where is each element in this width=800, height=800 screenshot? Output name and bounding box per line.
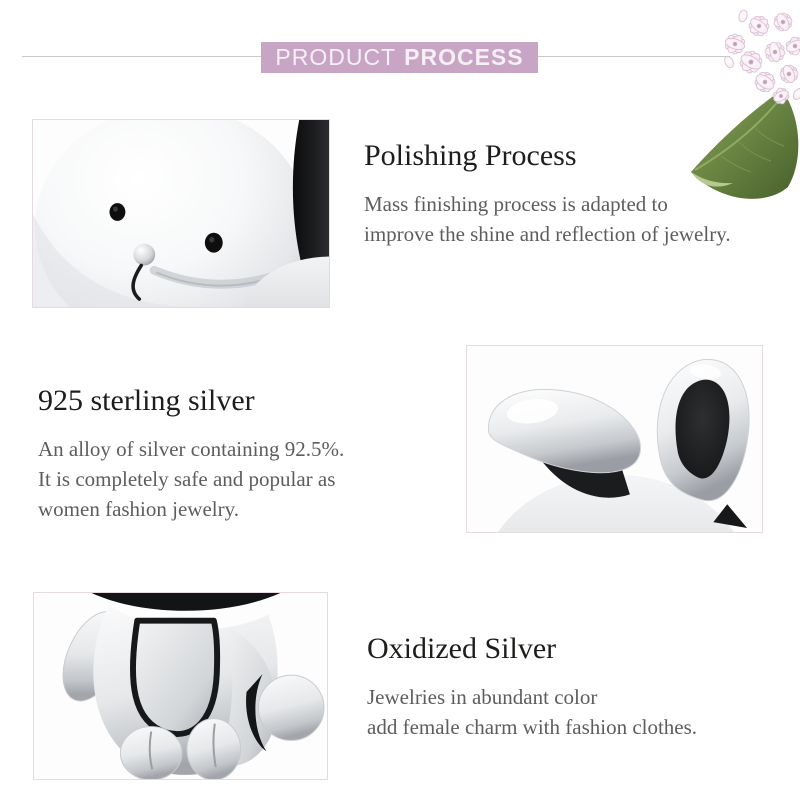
rabbit-face-photo: [32, 119, 330, 308]
oxidized-description: [367, 682, 777, 742]
banner-label-regular: PRODUCT: [275, 44, 397, 70]
section-oxidized-silver: [367, 631, 777, 742]
lilac-flower-icon: [655, 0, 800, 235]
oxidized-heading: Oxidized Silver: [367, 632, 557, 665]
sterling-heading: 925 sterling silver: [38, 384, 255, 417]
rabbit-ears-photo: [466, 345, 763, 533]
section-sterling-silver: [38, 383, 448, 524]
sterling-description: [38, 434, 448, 524]
description-line: An alloy of silver containing 92.5%.: [38, 437, 345, 461]
description-line: Mass finishing process is adapted to: [364, 192, 668, 216]
description-line: add female charm with fashion clothes.: [367, 715, 698, 739]
product-process-banner: [261, 42, 538, 73]
banner-label-bold: PROCESS: [404, 44, 524, 70]
description-line: improve the shine and reflection of jewelry.: [364, 222, 731, 246]
description-line: It is completely safe and popular as: [38, 467, 336, 491]
rabbit-body-photo: [33, 592, 328, 780]
polishing-heading: Polishing Process: [364, 139, 577, 172]
banner-rule-left: [22, 56, 261, 57]
description-line: women fashion jewelry.: [38, 497, 239, 521]
description-line: Jewelries in abundant color: [367, 685, 598, 709]
